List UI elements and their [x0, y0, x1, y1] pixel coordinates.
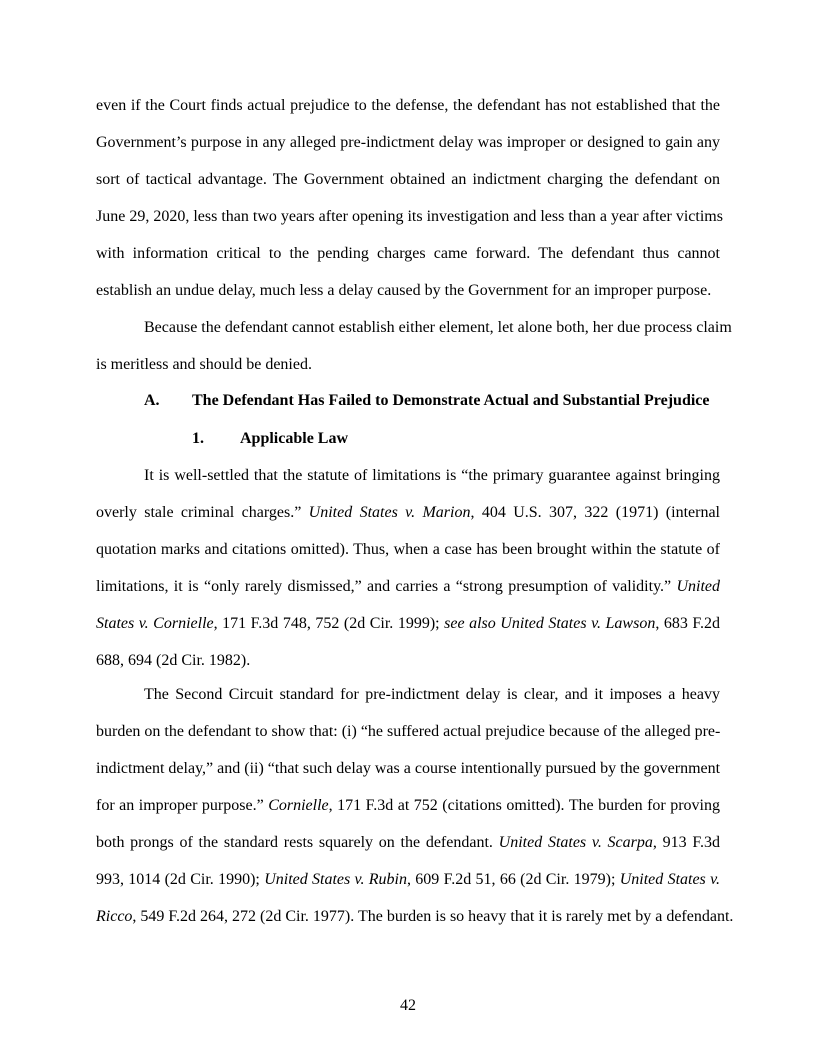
text-line: Government’s purpose in any alleged pre-indictment delay was improper or designed to gain any	[96, 134, 720, 151]
subsection-title: Applicable Law	[240, 430, 349, 447]
subsection-number: 1.	[192, 430, 204, 447]
text-line	[96, 907, 734, 927]
text-line	[96, 870, 720, 890]
text-line: The Second Circuit standard for pre-indictment delay is clear, and it imposes a heavy	[144, 686, 720, 703]
case-citation: United States v. Rubin	[264, 871, 407, 888]
text-line: June 29, 2020, less than two years after opening its investigation and less than a year after victims	[96, 208, 723, 225]
case-citation: United	[676, 578, 720, 595]
text-run: , 404 U.S. 307, 322 (1971) (internal	[470, 504, 720, 521]
text-line	[96, 614, 720, 634]
text-run: both prongs of the standard rests squarely on the defendant.	[96, 834, 499, 851]
case-citation: Ricco	[96, 908, 133, 925]
text-run: , 609 F.2d 51, 66 (2d Cir. 1979);	[407, 871, 620, 888]
text-run: , 549 F.2d 264, 272 (2d Cir. 1977). The burden is so heavy that it is rarely met by a defendant.	[132, 908, 734, 925]
text-run: for an improper purpose.”	[96, 797, 269, 814]
page-number: 42	[400, 997, 416, 1014]
text-line: Because the defendant cannot establish either element, let alone both, her due process claim	[144, 319, 732, 336]
text-line: quotation marks and citations omitted). Thus, when a case has been brought within the statute of	[96, 541, 720, 558]
text-run: , 171 F.3d at 752 (citations omitted). The burden for proving	[328, 797, 721, 814]
section-title: The Defendant Has Failed to Demonstrate Actual and Substantial Prejudice	[192, 392, 710, 409]
case-citation: see also United States v. Lawson	[444, 615, 656, 632]
text-run: 993, 1014 (2d Cir. 1990);	[96, 871, 265, 888]
section-number: A.	[144, 392, 160, 409]
case-citation: Cornielle	[268, 797, 329, 814]
text-line: is meritless and should be denied.	[96, 356, 312, 373]
case-citation: United States v. Marion	[308, 504, 471, 521]
text-run: , 913 F.3d	[652, 834, 720, 851]
text-run: limitations, it is “only rarely dismissed,” and carries a “strong presumption of validity.”	[96, 578, 677, 595]
case-citation: United States v.	[619, 871, 721, 888]
case-citation: States v. Cornielle	[96, 615, 214, 632]
subsection-heading	[192, 429, 348, 449]
text-line: burden on the defendant to show that: (i) “he suffered actual prejudice because of the alleged pre-	[96, 723, 721, 740]
text-line	[96, 833, 720, 853]
text-run: , 171 F.3d 748, 752 (2d Cir. 1999);	[213, 615, 445, 632]
text-line	[96, 577, 720, 597]
case-citation: United States v. Scarpa	[498, 834, 653, 851]
text-line: establish an undue delay, much less a delay caused by the Government for an improper purpose.	[96, 282, 712, 299]
text-line: even if the Court finds actual prejudice to the defense, the defendant has not established that the	[96, 97, 720, 114]
text-line: indictment delay,” and (ii) “that such delay was a course intentionally pursued by the government	[96, 760, 721, 777]
text-line	[96, 796, 720, 816]
text-run: overly stale criminal charges.”	[96, 504, 309, 521]
text-line: 688, 694 (2d Cir. 1982).	[96, 652, 251, 669]
text-line: sort of tactical advantage. The Government obtained an indictment charging the defendant on	[96, 171, 720, 188]
text-run: , 683 F.2d	[655, 615, 721, 632]
text-line: It is well-settled that the statute of limitations is “the primary guarantee against bringing	[144, 467, 720, 484]
text-line	[96, 503, 720, 523]
text-line: with information critical to the pending charges came forward. The defendant thus cannot	[96, 245, 720, 262]
section-heading	[144, 391, 709, 411]
